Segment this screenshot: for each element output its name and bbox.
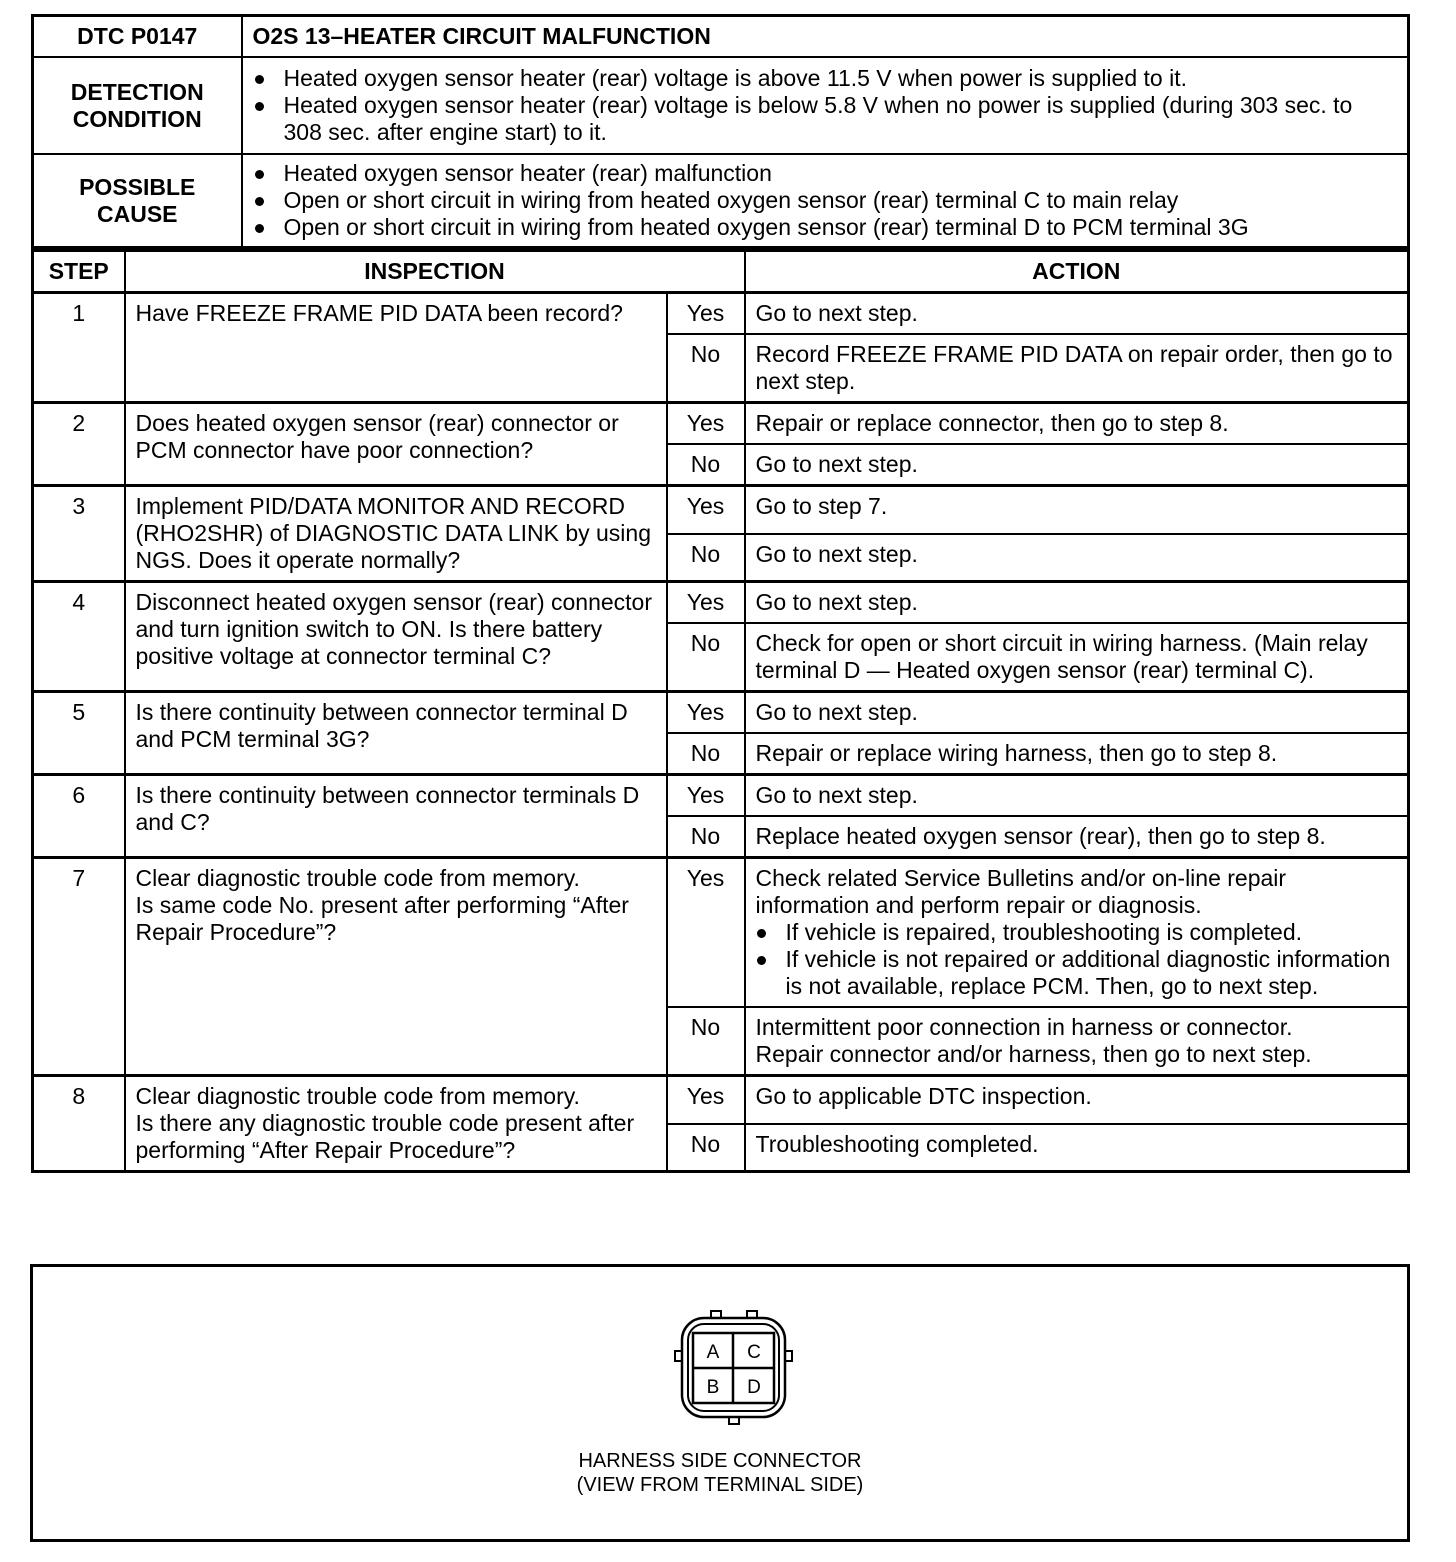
no-action: Repair or replace wiring harness, then go to step 8. xyxy=(745,733,1409,775)
yes-action: Go to step 7. xyxy=(745,486,1409,535)
yes-action: Go to next step. xyxy=(745,775,1409,817)
yes-action: Go to applicable DTC inspection. xyxy=(745,1076,1409,1125)
step-inspection: Is there continuity between connector terminal D and PCM terminal 3G? xyxy=(125,692,667,775)
no-action: Troubleshooting completed. xyxy=(745,1124,1409,1172)
step-inspection-line: Clear diagnostic trouble code from memory. xyxy=(135,1083,580,1109)
yes-label: Yes xyxy=(667,775,745,817)
step-column-header: STEP xyxy=(33,251,125,293)
yes-action xyxy=(745,858,1409,1008)
no-action-line: Repair connector and/or harness, then go to next step. xyxy=(755,1041,1312,1067)
yes-action: Go to next step. xyxy=(745,692,1409,734)
yes-label: Yes xyxy=(667,858,745,1008)
connector-caption: HARNESS SIDE CONNECTOR xyxy=(578,1450,862,1472)
possible-cause-list xyxy=(242,154,1409,248)
no-label: No xyxy=(667,1007,745,1076)
no-action: Go to next step. xyxy=(745,534,1409,582)
step-row xyxy=(33,403,1409,445)
step-number: 7 xyxy=(33,858,125,1076)
possible-cause-label: POSSIBLE CAUSE xyxy=(33,154,242,248)
no-label: No xyxy=(667,444,745,486)
no-action: Go to next step. xyxy=(745,444,1409,486)
yes-action: Go to next step. xyxy=(745,582,1409,624)
step-number: 4 xyxy=(33,582,125,692)
no-label: No xyxy=(667,623,745,692)
no-label: No xyxy=(667,733,745,775)
dtc-header-table xyxy=(31,14,1410,249)
step-number: 5 xyxy=(33,692,125,775)
no-label: No xyxy=(667,1124,745,1172)
detection-condition-list xyxy=(242,57,1409,154)
step-row xyxy=(33,486,1409,535)
yes-label: Yes xyxy=(667,1076,745,1125)
step-number: 1 xyxy=(33,293,125,403)
yes-action: Go to next step. xyxy=(745,293,1409,335)
dtc-title-row xyxy=(33,16,1409,58)
step-inspection xyxy=(125,858,667,1076)
step-inspection-line: Is there any diagnostic trouble code present after performing “After Repair Procedure”? xyxy=(135,1110,635,1163)
step-number: 6 xyxy=(33,775,125,858)
step-row xyxy=(33,858,1409,1008)
step-inspection-line: Is same code No. present after performing “After Repair Procedure”? xyxy=(135,892,629,945)
terminal-d-label: D xyxy=(747,1377,761,1398)
no-label: No xyxy=(667,816,745,858)
action-column-header: ACTION xyxy=(745,251,1409,293)
yes-action-intro: Check related Service Bulletins and/or on-line repair information and perform repair or diagnosis. xyxy=(755,865,1287,918)
step-number: 8 xyxy=(33,1076,125,1172)
step-inspection-line: Clear diagnostic trouble code from memory. xyxy=(135,865,580,891)
dtc-code: DTC P0147 xyxy=(33,16,242,58)
step-inspection: Have FREEZE FRAME PID DATA been record? xyxy=(125,293,667,403)
steps-header-row xyxy=(33,251,1409,293)
no-label: No xyxy=(667,534,745,582)
inspection-column-header: INSPECTION xyxy=(125,251,745,293)
no-action xyxy=(745,1007,1409,1076)
step-inspection: Is there continuity between connector terminals D and C? xyxy=(125,775,667,858)
step-number: 3 xyxy=(33,486,125,582)
possible-cause-item: Open or short circuit in wiring from heated oxygen sensor (rear) terminal C to main relay xyxy=(284,187,1397,214)
inspection-steps-table xyxy=(31,249,1410,1173)
connector-icon xyxy=(673,1303,833,1428)
step-inspection: Does heated oxygen sensor (rear) connector or PCM connector have poor connection? xyxy=(125,403,667,486)
possible-cause-item: Open or short circuit in wiring from heated oxygen sensor (rear) terminal D to PCM terminal 3G xyxy=(284,214,1397,241)
connector-diagram xyxy=(30,1264,1410,1542)
step-inspection: Implement PID/DATA MONITOR AND RECORD (RHO2SHR) of DIAGNOSTIC DATA LINK by using NGS. Does it operate normally? xyxy=(125,486,667,582)
detection-condition-label: DETECTION CONDITION xyxy=(33,57,242,154)
step-row xyxy=(33,692,1409,734)
terminal-b-label: B xyxy=(706,1377,720,1398)
no-action-line: Intermittent poor connection in harness or connector. xyxy=(755,1014,1293,1040)
yes-label: Yes xyxy=(667,486,745,535)
yes-label: Yes xyxy=(667,692,745,734)
yes-label: Yes xyxy=(667,403,745,445)
no-label: No xyxy=(667,334,745,403)
connector-caption-sub: (VIEW FROM TERMINAL SIDE) xyxy=(576,1474,864,1496)
yes-label: Yes xyxy=(667,582,745,624)
no-action: Record FREEZE FRAME PID DATA on repair order, then go to next step. xyxy=(745,334,1409,403)
yes-label: Yes xyxy=(667,293,745,335)
step-row xyxy=(33,1076,1409,1125)
step-row xyxy=(33,775,1409,817)
step-row xyxy=(33,293,1409,335)
dtc-title: O2S 13–HEATER CIRCUIT MALFUNCTION xyxy=(242,16,1409,58)
step-inspection xyxy=(125,1076,667,1172)
dtc-document xyxy=(31,14,1410,1173)
no-action: Replace heated oxygen sensor (rear), then go to step 8. xyxy=(745,816,1409,858)
step-number: 2 xyxy=(33,403,125,486)
possible-cause-item: Heated oxygen sensor heater (rear) malfunction xyxy=(284,160,1397,187)
detection-condition-row xyxy=(33,57,1409,154)
detection-condition-item: Heated oxygen sensor heater (rear) voltage is above 11.5 V when power is supplied to it. xyxy=(284,65,1397,92)
yes-action: Repair or replace connector, then go to step 8. xyxy=(745,403,1409,445)
detection-condition-item: Heated oxygen sensor heater (rear) voltage is below 5.8 V when no power is supplied (during 303 sec. to 308 sec. after engine start) to it. xyxy=(284,92,1397,146)
possible-cause-row xyxy=(33,154,1409,248)
terminal-a-label: A xyxy=(706,1342,720,1363)
yes-action-item: If vehicle is not repaired or additional diagnostic information is not available, replace PCM. Then, go to next step. xyxy=(786,946,1397,1000)
no-action: Check for open or short circuit in wiring harness. (Main relay terminal D — Heated oxygen sensor (rear) terminal C). xyxy=(745,623,1409,692)
terminal-c-label: C xyxy=(747,1342,761,1363)
step-inspection: Disconnect heated oxygen sensor (rear) connector and turn ignition switch to ON. Is there battery positive voltage at connector terminal C? xyxy=(125,582,667,692)
step-row xyxy=(33,582,1409,624)
yes-action-item: If vehicle is repaired, troubleshooting is completed. xyxy=(786,919,1397,946)
